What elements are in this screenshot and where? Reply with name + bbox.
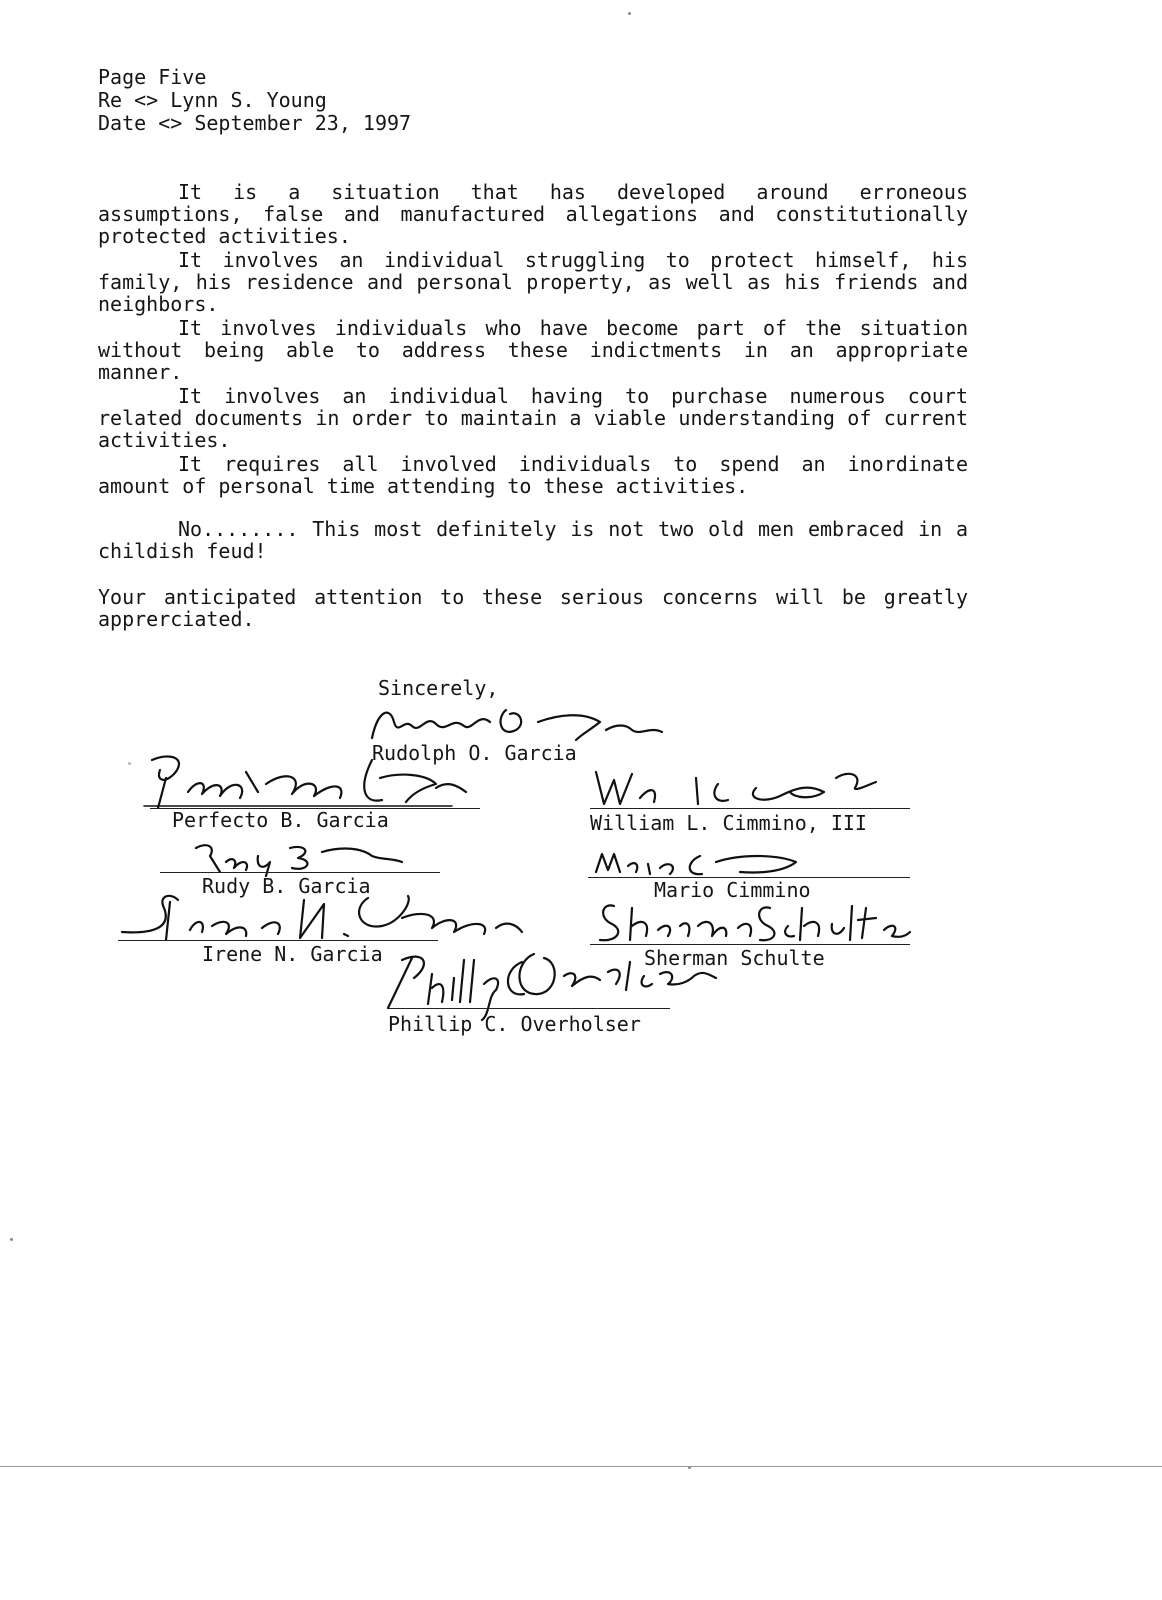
signatory-phillip-overholser: Phillip C. Overholser <box>388 1012 641 1036</box>
signature-line-irene <box>118 940 438 941</box>
scan-speck <box>628 12 631 15</box>
paragraph-individuals-part: It involves individuals who have become part of the situation without being able to address these indictments in an appropriate manner. <box>98 316 968 384</box>
paragraph-request-attention: Your anticipated attention to these serious concerns will be greatly apprerciated. <box>98 585 968 631</box>
paragraph-not-feud: No........ This most definitely is not two old men embraced in a childish feud! <box>98 517 968 563</box>
letter-header <box>98 66 411 135</box>
signature-william-cimmino <box>586 764 886 812</box>
signature-sherman-schulte <box>588 896 914 948</box>
paragraph-individual-protect: It involves an individual struggling to protect himself, his family, his residence and personal property, as well as his friends and neighbors. <box>98 248 968 316</box>
scan-speck <box>10 1238 13 1241</box>
regarding-line: Re <> Lynn S. Young <box>98 88 327 112</box>
signature-line-rudy <box>160 872 440 873</box>
closing-salutation: Sincerely, <box>378 676 499 700</box>
signatory-perfecto-garcia: Perfecto B. Garcia <box>172 808 389 832</box>
signatory-rudolph-garcia: Rudolph O. Garcia <box>372 741 577 765</box>
paragraph-court-documents: It involves an individual having to purchase numerous court related documents in order to maintain a viable understanding of current activities. <box>98 384 968 452</box>
paragraph-situation: It is a situation that has developed around erroneous assumptions, false and manufactured allegations and constitutionally protected activities. <box>98 180 968 248</box>
signatory-william-cimmino: William L. Cimmino, III <box>590 811 867 835</box>
signature-line-phillip <box>388 1008 670 1009</box>
signatory-rudy-garcia: Rudy B. Garcia <box>202 874 371 898</box>
page-number-line: Page Five <box>98 65 207 89</box>
signatory-mario-cimmino: Mario Cimmino <box>654 878 811 902</box>
signatory-irene-garcia: Irene N. Garcia <box>202 942 383 966</box>
paragraph-personal-time: It requires all involved individuals to spend an inordinate amount of personal time attending to these activities. <box>98 452 968 498</box>
signature-mario-cimmino <box>590 846 810 880</box>
date-line: Date <> September 23, 1997 <box>98 111 412 135</box>
page-bottom-edge <box>0 1466 1162 1467</box>
signature-line-william <box>590 808 910 809</box>
signature-rudy-garcia <box>186 838 416 876</box>
signatory-sherman-schulte: Sherman Schulte <box>644 946 825 970</box>
signature-perfecto-garcia <box>136 748 476 816</box>
scan-speck <box>128 762 131 765</box>
